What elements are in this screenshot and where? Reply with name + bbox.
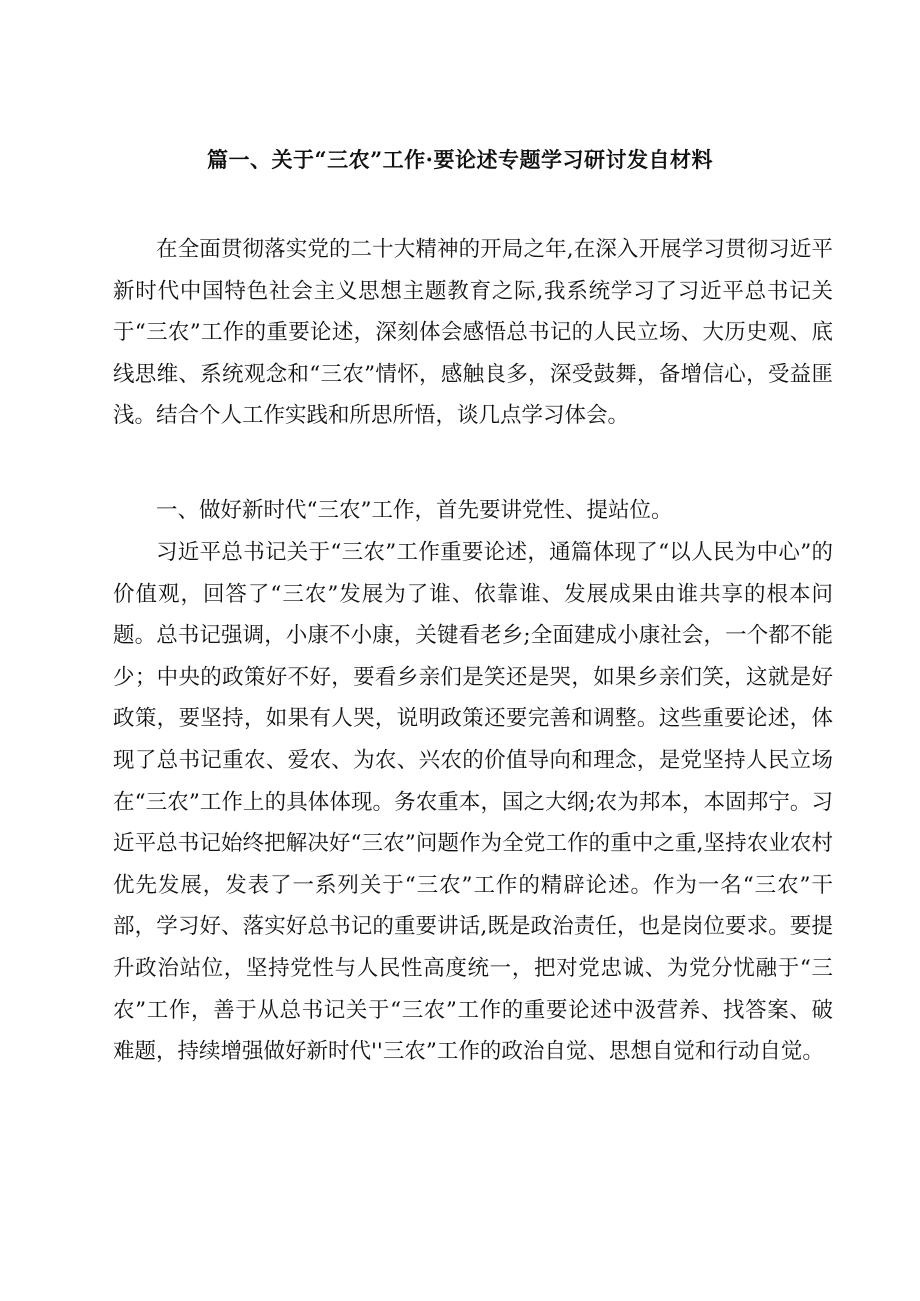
paragraph-section-1-body: 习近平总书记关于“三农”工作重要论述，通篇体现了“以人民为中心”的价值观，回答了“三农”发展为了谁、依靠谁、发展成果由谁共享的根本问题。总书记强调，小康不小康，关键看老乡;全面建成小康社会，一个都不能少；中央的政策好不好，要看乡亲们是笑还是哭，如果乡亲们笑，这就是好政策，要坚持，如果有人哭，说明政策还要完善和调整。这些重要论述，体现了总书记重农、爱农、为农、兴农的价值导向和理念，是党坚持人民立场在“三农”工作上的具体体现。务农重本，国之大纲;农为邦本，本固邦宁。习近平总书记始终把解决好“三农”问题作为全党工作的重中之重,坚持农业农村优先发展，发表了一系列关于“三农”工作的精辟论述。作为一名“三农”干部，学习好、落实好总书记的重要讲话,既是政治责任，也是岗位要求。要提升政治站位，坚持党性与人民性高度统一，把对党忠诚、为党分忧融于“三农”工作，善于从总书记关于“三农”工作的重要论述中汲营养、找答案、破难题，持续增强做好新时代''三农”工作的政治自觉、思想自觉和行动自觉。 <box>113 540 833 1065</box>
section-heading-1: 一、做好新时代“三农”工作，首先要讲党性、提站位。 <box>156 498 673 523</box>
document-title: 篇一、关于“三农”工作·要论述专题学习研讨发自材料 <box>207 147 713 172</box>
paragraph-intro: 在全面贯彻落实党的二十大精神的开局之年,在深入开展学习贯彻习近平新时代中国特色社会主义思想主题教育之际,我系统学习了习近平总书记关于“三农”工作的重要论述，深刻体会感悟总书记的人民立场、大历史观、底线思维、系统观念和“三农”情怀，感触良多，深受鼓舞，备增信心，受益匪浅。结合个人工作实践和所思所悟，谈几点学习体会。 <box>113 237 833 429</box>
